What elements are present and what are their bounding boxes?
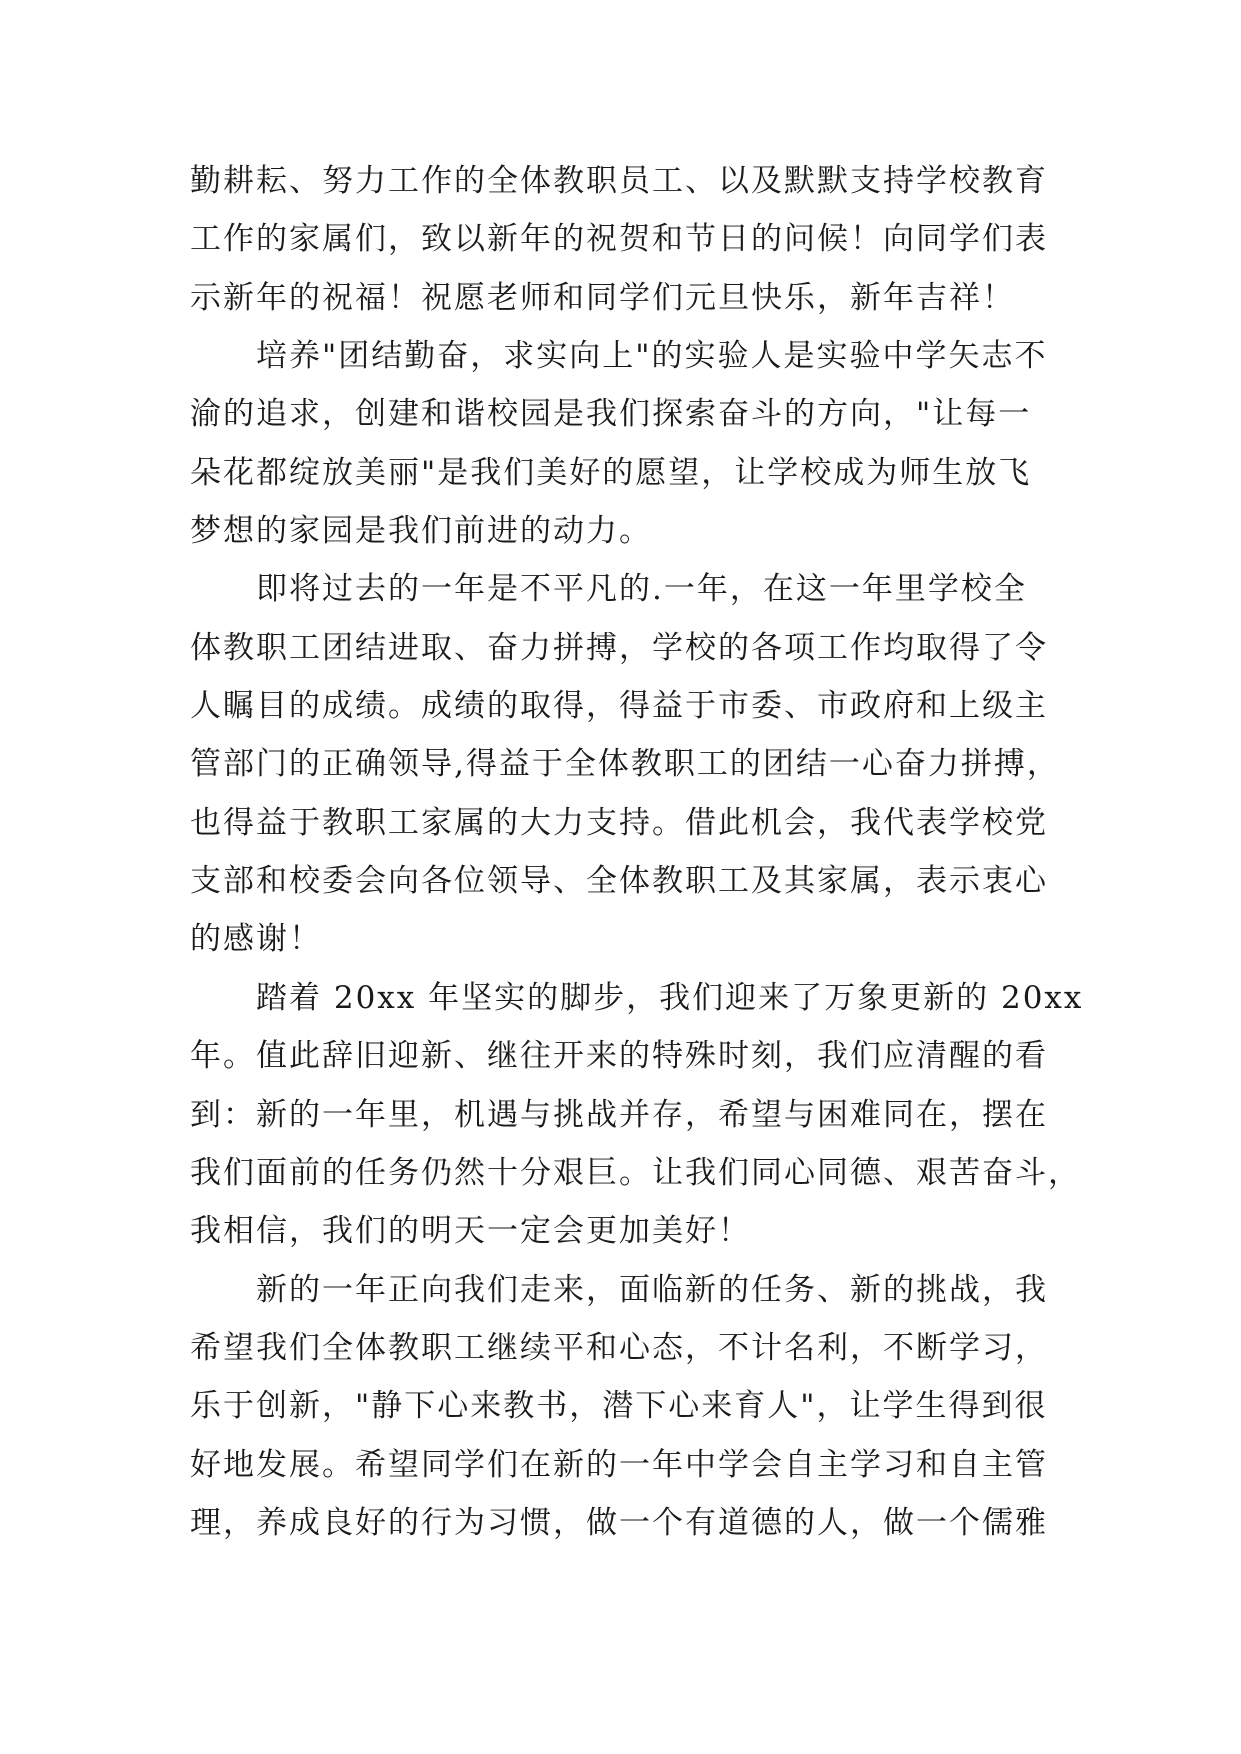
text-line: 人瞩目的成绩。成绩的取得，得益于市委、市政府和上级主 <box>190 688 1048 725</box>
paragraph-first-line: 新的一年正向我们走来，面临新的任务、新的挑战，我 <box>256 1271 1048 1308</box>
text-line: 朵花都绽放美丽"是我们美好的愿望，让学校成为师生放飞 <box>190 454 1032 491</box>
text-line: 我们面前的任务仍然十分艰巨。让我们同心同德、艰苦奋斗， <box>190 1154 1081 1191</box>
text-line: 我相信，我们的明天一定会更加美好！ <box>190 1213 751 1250</box>
text-line: 工作的家属们，致以新年的祝贺和节日的问候！向同学们表 <box>190 221 1048 258</box>
text-line: 支部和校委会向各位领导、全体教职工及其家属，表示衷心 <box>190 863 1048 900</box>
document-body <box>190 152 1084 1552</box>
text-line: 示新年的祝福！祝愿老师和同学们元旦快乐，新年吉祥！ <box>190 279 1015 316</box>
text-line: 管部门的正确领导,得益于全体教职工的团结一心奋力拼搏， <box>190 746 1060 783</box>
text-line: 年。值此辞旧迎新、继往开来的特殊时刻，我们应清醒的看 <box>190 1038 1048 1075</box>
text-line: 体教职工团结进取、奋力拼搏，学校的各项工作均取得了令 <box>190 629 1048 666</box>
text-line: 乐于创新，"静下心来教书，潜下心来育人"，让学生得到很 <box>190 1388 1048 1425</box>
text-line: 希望我们全体教职工继续平和心态，不计名利，不断学习， <box>190 1329 1048 1366</box>
text-line: 渝的追求，创建和谐校园是我们探索奋斗的方向，"让每一 <box>190 396 1032 433</box>
paragraph-first-line: 踏着 20xx 年坚实的脚步，我们迎来了万象更新的 20xx <box>256 979 1084 1016</box>
text-line: 理，养成良好的行为习惯，做一个有道德的人，做一个儒雅 <box>190 1504 1048 1541</box>
text-line: 到：新的一年里，机遇与挑战并存，希望与困难同在，摆在 <box>190 1096 1048 1133</box>
text-line: 梦想的家园是我们前进的动力。 <box>190 513 652 550</box>
paragraph-first-line: 培养"团结勤奋，求实向上"的实验人是实验中学矢志不 <box>256 338 1048 375</box>
text-line: 勤耕耘、努力工作的全体教职员工、以及默默支持学校教育 <box>190 163 1048 199</box>
text-line: 的感谢！ <box>190 921 322 958</box>
paragraph-first-line: 即将过去的一年是不平凡的.一年，在这一年里学校全 <box>256 571 1027 608</box>
text-line: 好地发展。希望同学们在新的一年中学会自主学习和自主管 <box>190 1446 1048 1483</box>
text-line: 也得益于教职工家属的大力支持。借此机会，我代表学校党 <box>190 804 1048 841</box>
